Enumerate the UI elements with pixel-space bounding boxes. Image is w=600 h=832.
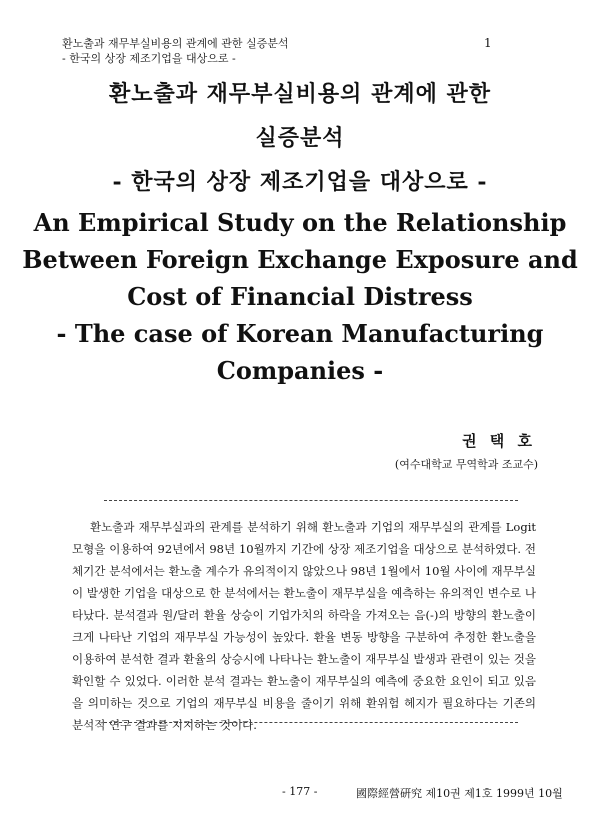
author-affiliation: (여수대학교 무역학과 조교수): [394, 458, 538, 471]
title-en-line-3: Cost of Financial Distress: [127, 282, 473, 311]
page-number: 1: [484, 36, 492, 50]
running-head-title: 환노출과 재무부실비용의 관계에 관한 실증분석: [62, 37, 289, 50]
title-en-line-1: An Empirical Study on the Relationship: [33, 208, 567, 237]
abstract: 환노출과 재무부실과의 관계를 분석하기 위해 환노출과 기업의 재무부실의 관계를 Logit 모형을 이용하여 92년에서 98년 10월까지 기간에 상장 제조기업을 대상으로 분석하였다. 전체기간 분석에서는 환노출 계수가 유의적이지 않았으나 98년 1월에서 10월 사이에 재무부실이 발생한 기업을 대상으로 한 분석에서는 환노출이 재무부실을 예측하는 유의적인 변수로 나타났다. 분석결과 원/달러 환율 상승이 기업가치의 하락을 가져오는 음(-)의 방향의 환노출이 크게 나타난 기업의 재무부실 가능성이 높았다. 환율 변동 방향을 구분하여 추정한 환노출을 이용하여 분석한 결과 환율의 상승시에 나타나는 환노출이 재무부실 발생과 관련이 있는 것을 확인할 수 있었다. 이러한 분석 결과는 환노출이 재무부실의 예측에 중요한 요인이 되고 있음을 의미하는 것으로 기업의 재무부실 비용을 줄이기 위해 환위험 헤지가 필요하다는 기존의 분석적 연구 결과를 지지하는 것이다.: [72, 520, 536, 732]
author-name: 권 택 호: [462, 432, 536, 450]
footer-journal-info: 國際經營硏究 제10권 제1호 1999년 10월: [356, 787, 563, 800]
running-head: [62, 36, 289, 66]
title-ko-line-2: 실증분석: [255, 125, 345, 151]
abstract-bottom-divider: [104, 722, 518, 723]
title-block: [0, 72, 600, 389]
footer-page-number: - 177 -: [282, 785, 318, 798]
title-en-subtitle-2: Companies -: [216, 356, 384, 385]
title-ko-line-1: 환노출과 재무부실비용의 관계에 관한: [108, 81, 491, 107]
running-head-subtitle: - 한국의 상장 제조기업을 대상으로 -: [62, 52, 236, 65]
title-en-subtitle-1: - The case of Korean Manufacturing: [56, 319, 544, 348]
title-en-line-2: Between Foreign Exchange Exposure and: [22, 245, 578, 274]
title-ko-subtitle: - 한국의 상장 제조기업을 대상으로 -: [112, 169, 488, 195]
abstract-top-divider: [104, 500, 518, 501]
